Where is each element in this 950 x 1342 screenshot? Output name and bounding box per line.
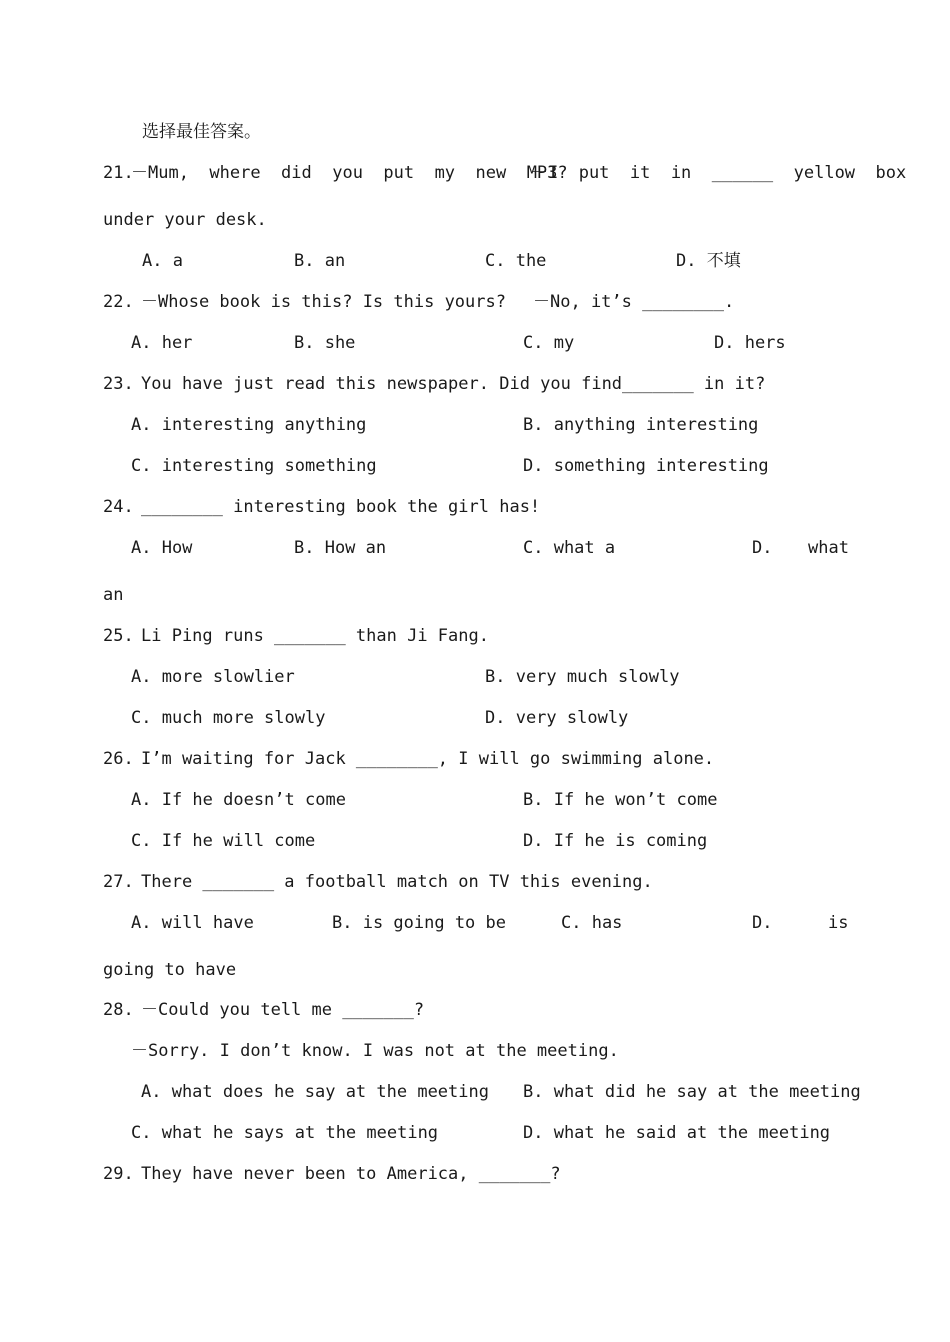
question-27 [0,869,950,895]
option-a: A. her [131,333,193,353]
option-d: D. 不填 [676,251,741,271]
question-text-response: －I put it in ______ yellow box [531,163,907,183]
option-c: C. interesting something [131,456,377,476]
option-c: C. what he says at the meeting [131,1123,439,1143]
question-number: 27. [103,872,134,892]
option-d: D. what he said at the meeting [523,1123,831,1143]
question-text: There _______ a football match on TV this evening. [141,872,653,892]
question-25-options-row1 [0,664,950,690]
question-28 [0,997,950,1023]
question-27-options [0,910,950,936]
option-d-continued: going to have [103,960,237,980]
question-21-continued [0,207,950,233]
option-a: A. interesting anything [131,415,367,435]
question-number: 26. [103,749,134,769]
question-text: ________ interesting book the girl has! [141,497,541,517]
instruction-text: 选择最佳答案。 [142,122,261,142]
question-25-options-row2 [0,705,950,731]
option-b: B. If he won’t come [523,790,718,810]
question-29 [0,1161,950,1187]
question-26 [0,746,950,772]
option-d: D. hers [714,333,786,353]
option-d: D. something interesting [523,456,769,476]
option-c: C. the [485,251,547,271]
question-25 [0,623,950,649]
option-b: B. what did he say at the meeting [523,1082,861,1102]
question-23 [0,371,950,397]
option-c: C. has [561,913,623,933]
question-reply-text: －Sorry. I don’t know. I was not at the meeting. [131,1041,619,1061]
question-number: 28. [103,1000,134,1020]
question-22 [0,289,950,315]
question-text: They have never been to America, _______? [141,1164,561,1184]
question-27-options-continued [0,957,950,983]
option-b: B. she [294,333,356,353]
option-a: A. a [142,251,183,271]
question-26-options-row2 [0,828,950,854]
option-c: C. If he will come [131,831,316,851]
option-a: A. will have [131,913,254,933]
option-d-text: what [808,538,849,558]
question-24-options [0,535,950,561]
option-d-text: is [828,913,849,933]
question-28-options-row1 [0,1079,950,1105]
option-c: C. what a [523,538,616,558]
option-c: C. much more slowly [131,708,326,728]
option-d: D. very slowly [485,708,629,728]
option-a: A. If he doesn’t come [131,790,346,810]
option-c: C. my [523,333,575,353]
question-text-continued: under your desk. [103,210,267,230]
option-d-label: D. [752,538,773,558]
question-text: －Could you tell me _______? [141,1000,425,1020]
question-24 [0,494,950,520]
option-d-continued: an [103,585,124,605]
instruction-line [0,119,950,145]
question-number: 22. [103,292,134,312]
question-text: －Mum, where did you put my new MP3? [131,163,568,183]
question-22-options [0,330,950,356]
question-number: 29. [103,1164,134,1184]
question-text: －Whose book is this? Is this yours? [141,292,506,312]
option-d-label: D. [752,913,773,933]
question-21-options [0,248,950,274]
option-b: B. anything interesting [523,415,759,435]
option-b: B. very much slowly [485,667,680,687]
option-a: A. How [131,538,193,558]
question-23-options-row1 [0,412,950,438]
question-28-reply [0,1038,950,1064]
option-a: A. what does he say at the meeting [141,1082,489,1102]
question-28-options-row2 [0,1120,950,1146]
option-b: B. an [294,251,346,271]
question-text: Li Ping runs _______ than Ji Fang. [141,626,489,646]
option-b: B. How an [294,538,387,558]
question-23-options-row2 [0,453,950,479]
option-d: D. If he is coming [523,831,708,851]
option-b: B. is going to be [332,913,506,933]
question-number: 24. [103,497,134,517]
question-24-options-continued [0,582,950,608]
question-text: I’m waiting for Jack ________, I will go swimming alone. [141,749,715,769]
question-number: 21. [103,163,134,183]
question-text-response: －No, it’s ________. [533,292,735,312]
question-number: 25. [103,626,134,646]
question-number: 23. [103,374,134,394]
option-a: A. more slowlier [131,667,295,687]
question-26-options-row1 [0,787,950,813]
question-text: You have just read this newspaper. Did you find_______ in it? [141,374,766,394]
question-21 [0,160,950,186]
